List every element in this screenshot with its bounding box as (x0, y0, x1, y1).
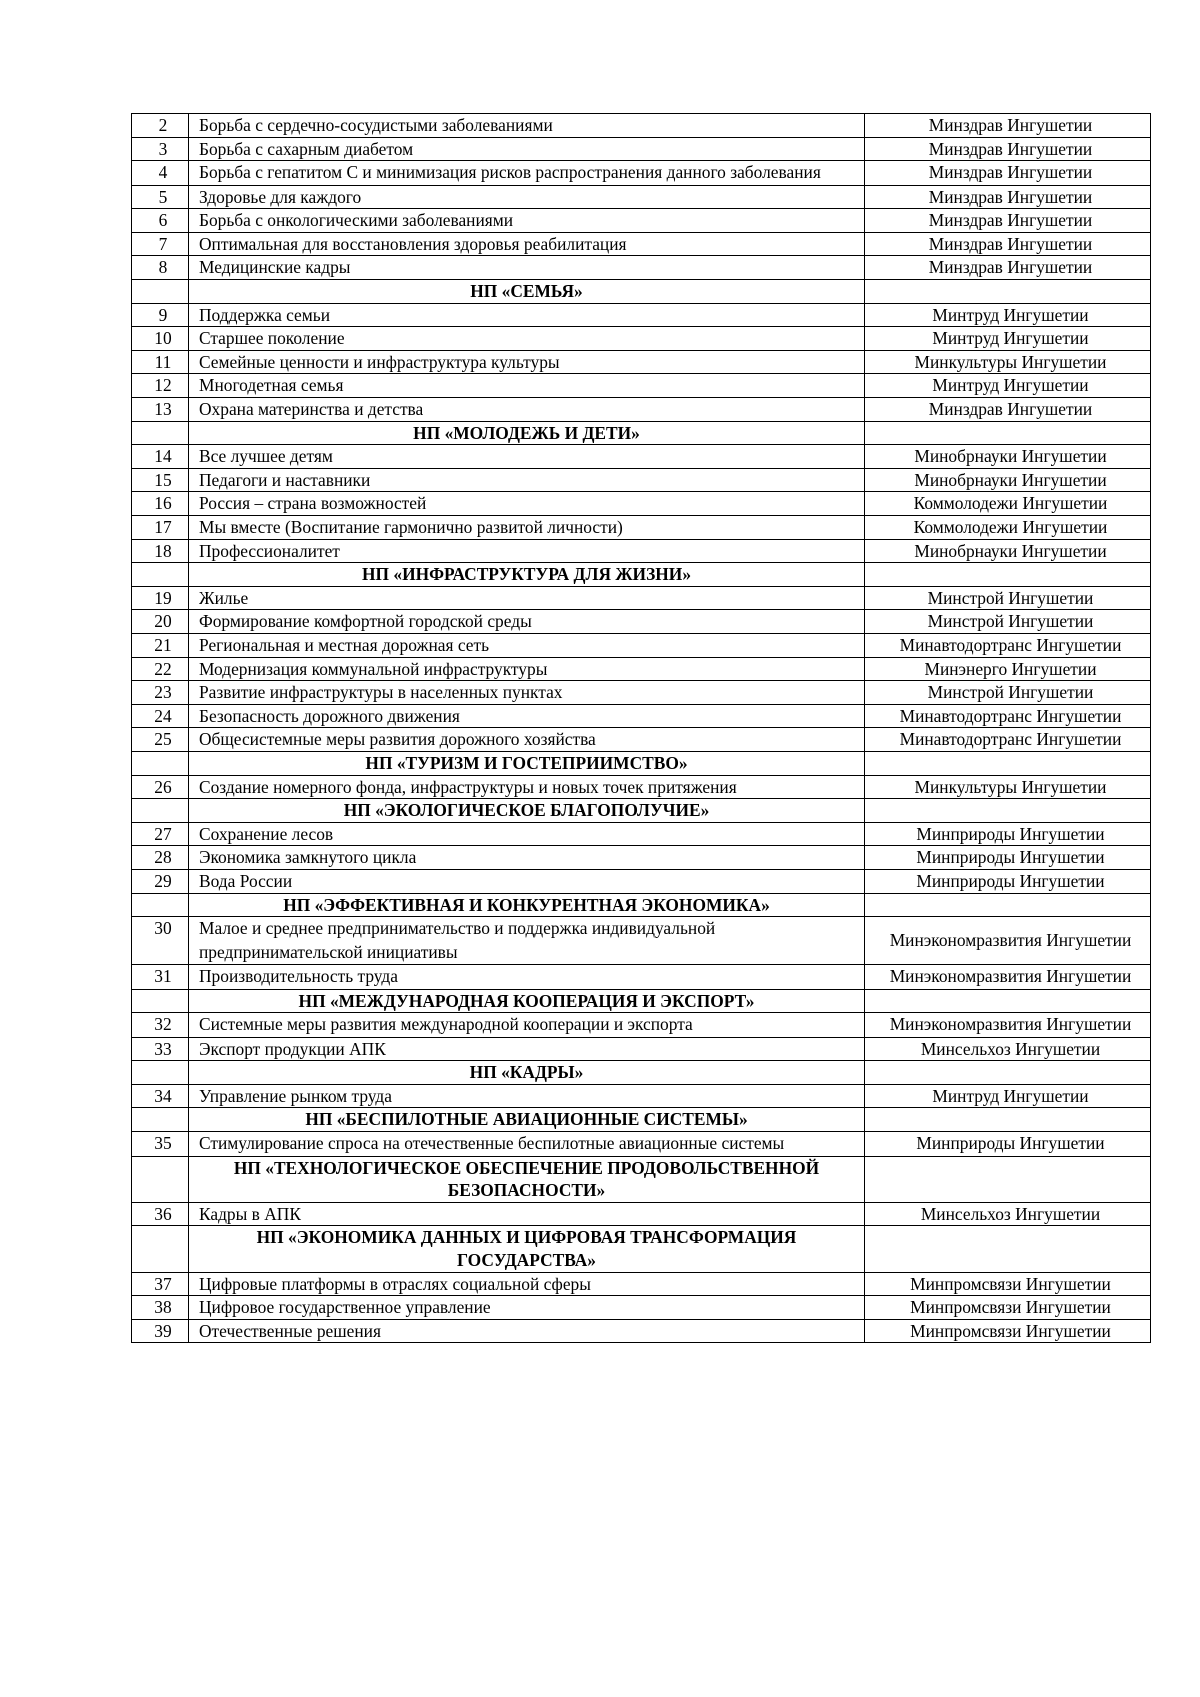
responsible-agency: Минэкономразвития Ингушетии (865, 917, 1151, 965)
project-name: Оптимальная для восстановления здоровья реабилитация (189, 232, 865, 256)
project-name: Вода России (189, 869, 865, 893)
section-title: НП «ЭФФЕКТИВНАЯ И КОНКУРЕНТНАЯ ЭКОНОМИКА» (189, 893, 865, 917)
section-header-row (132, 280, 1151, 304)
responsible-agency: Минавтодортранс Ингушетии (865, 633, 1151, 657)
row-number: 10 (132, 327, 189, 351)
table-row (132, 114, 1151, 138)
table-row (132, 1013, 1151, 1038)
row-number: 14 (132, 445, 189, 469)
project-name: Медицинские кадры (189, 256, 865, 280)
section-header-row (132, 563, 1151, 587)
row-number: 35 (132, 1132, 189, 1157)
row-number: 16 (132, 492, 189, 516)
row-number: 34 (132, 1084, 189, 1108)
responsible-agency: Минкультуры Ингушетии (865, 775, 1151, 799)
project-name: Старшее поколение (189, 327, 865, 351)
responsible-agency: Минтруд Ингушетии (865, 303, 1151, 327)
responsible-agency: Минприроды Ингушетии (865, 1132, 1151, 1157)
project-name: Экспорт продукции АПК (189, 1037, 865, 1061)
table-row (132, 327, 1151, 351)
row-number: 22 (132, 657, 189, 681)
project-name: Отечественные решения (189, 1319, 865, 1343)
table-row (132, 398, 1151, 422)
table-row (132, 846, 1151, 870)
row-number: 28 (132, 846, 189, 870)
table-row (132, 303, 1151, 327)
responsible-agency: Минэкономразвития Ингушетии (865, 1013, 1151, 1038)
table-row (132, 374, 1151, 398)
responsible-agency: Минэкономразвития Ингушетии (865, 965, 1151, 990)
section-header-row (132, 421, 1151, 445)
table-row (132, 681, 1151, 705)
section-title: НП «МЕЖДУНАРОДНАЯ КООПЕРАЦИЯ И ЭКСПОРТ» (189, 989, 865, 1013)
responsible-agency: Минздрав Ингушетии (865, 114, 1151, 138)
project-name: Производительность труда (189, 965, 865, 990)
responsible-agency: Минздрав Ингушетии (865, 256, 1151, 280)
table-row (132, 492, 1151, 516)
table-row (132, 1319, 1151, 1343)
row-number: 15 (132, 468, 189, 492)
responsible-agency: Коммолодежи Ингушетии (865, 492, 1151, 516)
row-number: 4 (132, 161, 189, 186)
table-row (132, 516, 1151, 540)
project-name: Стимулирование спроса на отечественные беспилотные авиационные системы (189, 1132, 865, 1157)
section-title: НП «КАДРЫ» (189, 1061, 865, 1085)
responsible-agency: Минприроды Ингушетии (865, 822, 1151, 846)
row-number: 18 (132, 539, 189, 563)
table-row (132, 728, 1151, 752)
row-number: 5 (132, 185, 189, 209)
project-name: Региональная и местная дорожная сеть (189, 633, 865, 657)
section-agency-cell (865, 421, 1151, 445)
section-header-row (132, 989, 1151, 1013)
responsible-agency: Минпромсвязи Ингушетии (865, 1296, 1151, 1320)
responsible-agency: Коммолодежи Ингушетии (865, 516, 1151, 540)
responsible-agency: Минздрав Ингушетии (865, 185, 1151, 209)
responsible-agency: Минтруд Ингушетии (865, 327, 1151, 351)
responsible-agency: Минстрой Ингушетии (865, 681, 1151, 705)
section-number-cell (132, 563, 189, 587)
project-name: Цифровое государственное управление (189, 1296, 865, 1320)
table-row (132, 137, 1151, 161)
responsible-agency: Минтруд Ингушетии (865, 374, 1151, 398)
table-row (132, 539, 1151, 563)
table-row (132, 1272, 1151, 1296)
section-number-cell (132, 893, 189, 917)
row-number: 30 (132, 917, 189, 965)
project-name: Борьба с гепатитом С и минимизация рисков распространения данного заболевания (189, 161, 865, 186)
row-number: 23 (132, 681, 189, 705)
responsible-agency: Минздрав Ингушетии (865, 398, 1151, 422)
project-name: Семейные ценности и инфраструктура культуры (189, 350, 865, 374)
table-row (132, 232, 1151, 256)
table-row (132, 350, 1151, 374)
national-projects-table (131, 113, 1151, 1343)
responsible-agency: Минобрнауки Ингушетии (865, 445, 1151, 469)
section-title: НП «МОЛОДЕЖЬ И ДЕТИ» (189, 421, 865, 445)
project-name: Мы вместе (Воспитание гармонично развитой личности) (189, 516, 865, 540)
row-number: 9 (132, 303, 189, 327)
section-number-cell (132, 1226, 189, 1272)
table-row (132, 917, 1151, 965)
section-header-row (132, 799, 1151, 823)
project-name: Кадры в АПК (189, 1202, 865, 1226)
table-row (132, 256, 1151, 280)
row-number: 19 (132, 586, 189, 610)
responsible-agency: Минсельхоз Ингушетии (865, 1202, 1151, 1226)
project-name: Борьба с сердечно-сосудистыми заболеваниями (189, 114, 865, 138)
section-agency-cell (865, 989, 1151, 1013)
table-row (132, 633, 1151, 657)
section-title: НП «ТУРИЗМ И ГОСТЕПРИИМСТВО» (189, 751, 865, 775)
responsible-agency: Минприроды Ингушетии (865, 846, 1151, 870)
section-number-cell (132, 799, 189, 823)
table-row (132, 822, 1151, 846)
section-number-cell (132, 751, 189, 775)
responsible-agency: Минздрав Ингушетии (865, 209, 1151, 233)
responsible-agency: Минздрав Ингушетии (865, 232, 1151, 256)
project-name: Все лучшее детям (189, 445, 865, 469)
table-row (132, 161, 1151, 186)
section-title: НП «БЕСПИЛОТНЫЕ АВИАЦИОННЫЕ СИСТЕМЫ» (189, 1108, 865, 1132)
section-title: НП «ТЕХНОЛОГИЧЕСКОЕ ОБЕСПЕЧЕНИЕ ПРОДОВОЛЬСТВЕННОЙ БЕЗОПАСНОСТИ» (189, 1156, 865, 1202)
table-row (132, 209, 1151, 233)
section-number-cell (132, 1108, 189, 1132)
project-name: Борьба с сахарным диабетом (189, 137, 865, 161)
table-row (132, 657, 1151, 681)
project-name: Управление рынком труда (189, 1084, 865, 1108)
section-number-cell (132, 421, 189, 445)
section-agency-cell (865, 893, 1151, 917)
project-name: Общесистемные меры развития дорожного хозяйства (189, 728, 865, 752)
project-name: Малое и среднее предпринимательство и поддержка индивидуальной предпринимательской инициативы (189, 917, 865, 965)
project-name: Педагоги и наставники (189, 468, 865, 492)
responsible-agency: Минприроды Ингушетии (865, 869, 1151, 893)
section-header-row (132, 1061, 1151, 1085)
responsible-agency: Минздрав Ингушетии (865, 161, 1151, 186)
section-number-cell (132, 989, 189, 1013)
row-number: 17 (132, 516, 189, 540)
row-number: 12 (132, 374, 189, 398)
responsible-agency: Минздрав Ингушетии (865, 137, 1151, 161)
row-number: 2 (132, 114, 189, 138)
row-number: 37 (132, 1272, 189, 1296)
project-name: Охрана материнства и детства (189, 398, 865, 422)
row-number: 27 (132, 822, 189, 846)
table-row (132, 1037, 1151, 1061)
project-name: Многодетная семья (189, 374, 865, 398)
table-row (132, 586, 1151, 610)
section-agency-cell (865, 563, 1151, 587)
project-name: Создание номерного фонда, инфраструктуры и новых точек притяжения (189, 775, 865, 799)
row-number: 8 (132, 256, 189, 280)
project-name: Безопасность дорожного движения (189, 704, 865, 728)
section-header-row (132, 751, 1151, 775)
section-header-row (132, 1156, 1151, 1202)
table-row (132, 468, 1151, 492)
responsible-agency: Минпромсвязи Ингушетии (865, 1272, 1151, 1296)
row-number: 11 (132, 350, 189, 374)
project-name: Сохранение лесов (189, 822, 865, 846)
project-name: Жилье (189, 586, 865, 610)
section-number-cell (132, 1061, 189, 1085)
row-number: 21 (132, 633, 189, 657)
project-name: Формирование комфортной городской среды (189, 610, 865, 634)
row-number: 3 (132, 137, 189, 161)
table-row (132, 775, 1151, 799)
table-row (132, 1132, 1151, 1157)
table-row (132, 185, 1151, 209)
table-row (132, 610, 1151, 634)
row-number: 29 (132, 869, 189, 893)
row-number: 33 (132, 1037, 189, 1061)
responsible-agency: Минсельхоз Ингушетии (865, 1037, 1151, 1061)
table-row (132, 445, 1151, 469)
responsible-agency: Минавтодортранс Ингушетии (865, 704, 1151, 728)
section-title: НП «ЭКОЛОГИЧЕСКОЕ БЛАГОПОЛУЧИЕ» (189, 799, 865, 823)
project-name: Системные меры развития международной кооперации и экспорта (189, 1013, 865, 1038)
section-agency-cell (865, 280, 1151, 304)
table-row (132, 965, 1151, 990)
section-title: НП «ИНФРАСТРУКТУРА ДЛЯ ЖИЗНИ» (189, 563, 865, 587)
responsible-agency: Минавтодортранс Ингушетии (865, 728, 1151, 752)
table-row (132, 1084, 1151, 1108)
responsible-agency: Минобрнауки Ингушетии (865, 539, 1151, 563)
section-agency-cell (865, 1108, 1151, 1132)
section-title: НП «ЭКОНОМИКА ДАННЫХ И ЦИФРОВАЯ ТРАНСФОРМАЦИЯ ГОСУДАРСТВА» (189, 1226, 865, 1272)
row-number: 26 (132, 775, 189, 799)
project-name: Модернизация коммунальной инфраструктуры (189, 657, 865, 681)
project-name: Профессионалитет (189, 539, 865, 563)
section-agency-cell (865, 799, 1151, 823)
section-agency-cell (865, 1226, 1151, 1272)
project-name: Борьба с онкологическими заболеваниями (189, 209, 865, 233)
row-number: 39 (132, 1319, 189, 1343)
row-number: 31 (132, 965, 189, 990)
table-row (132, 1296, 1151, 1320)
project-name: Поддержка семьи (189, 303, 865, 327)
row-number: 13 (132, 398, 189, 422)
section-number-cell (132, 1156, 189, 1202)
row-number: 25 (132, 728, 189, 752)
responsible-agency: Минэнерго Ингушетии (865, 657, 1151, 681)
row-number: 7 (132, 232, 189, 256)
section-agency-cell (865, 751, 1151, 775)
responsible-agency: Минстрой Ингушетии (865, 610, 1151, 634)
project-name: Россия – страна возможностей (189, 492, 865, 516)
table-body (132, 114, 1151, 1343)
responsible-agency: Минтруд Ингушетии (865, 1084, 1151, 1108)
row-number: 24 (132, 704, 189, 728)
table-row (132, 1202, 1151, 1226)
table-row (132, 869, 1151, 893)
section-number-cell (132, 280, 189, 304)
section-header-row (132, 1108, 1151, 1132)
section-agency-cell (865, 1156, 1151, 1202)
responsible-agency: Минкультуры Ингушетии (865, 350, 1151, 374)
project-name: Цифровые платформы в отраслях социальной сферы (189, 1272, 865, 1296)
section-title: НП «СЕМЬЯ» (189, 280, 865, 304)
row-number: 38 (132, 1296, 189, 1320)
responsible-agency: Минпромсвязи Ингушетии (865, 1319, 1151, 1343)
row-number: 20 (132, 610, 189, 634)
section-agency-cell (865, 1061, 1151, 1085)
row-number: 6 (132, 209, 189, 233)
project-name: Развитие инфраструктуры в населенных пунктах (189, 681, 865, 705)
row-number: 32 (132, 1013, 189, 1038)
responsible-agency: Минобрнауки Ингушетии (865, 468, 1151, 492)
row-number: 36 (132, 1202, 189, 1226)
project-name: Экономика замкнутого цикла (189, 846, 865, 870)
section-header-row (132, 1226, 1151, 1272)
table-row (132, 704, 1151, 728)
section-header-row (132, 893, 1151, 917)
project-name: Здоровье для каждого (189, 185, 865, 209)
responsible-agency: Минстрой Ингушетии (865, 586, 1151, 610)
